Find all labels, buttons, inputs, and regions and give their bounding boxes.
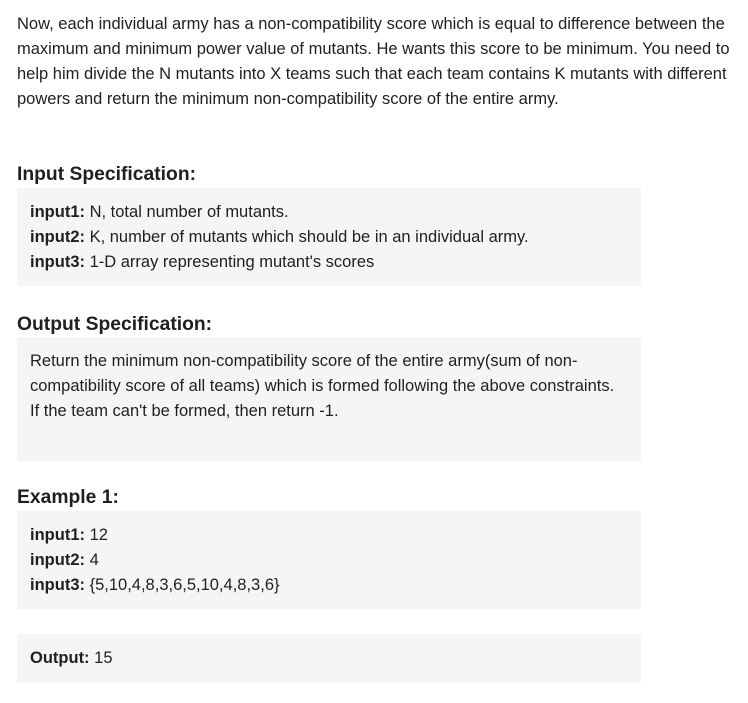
input-spec-item [30, 225, 628, 250]
input-spec-item [30, 250, 628, 275]
example-output [30, 646, 628, 671]
input-spec-item [30, 200, 628, 225]
example-input-item [30, 573, 628, 598]
example-input-label: input3: [30, 576, 85, 594]
example-input-label: input2: [30, 551, 85, 569]
output-spec-description: Return the minimum non-compatibility score of the entire army(sum of non-compatibility score of all teams) which is formed following the above constraints. [30, 352, 615, 395]
input-spec-label: input1: [30, 203, 85, 221]
input-spec-label: input3: [30, 253, 85, 271]
input-spec-label: input2: [30, 228, 85, 246]
example-output-value: 15 [89, 649, 113, 667]
problem-description: Now, each individual army has a non-compatibility score which is equal to difference between the maximum and minimum power value of mutants. He wants this score to be minimum. You need to help him divide the N mutants into X teams such that each team contains K mutants with different powers and return the minimum non-compatibility score of the entire army. [17, 15, 730, 108]
example-output-box [17, 634, 641, 683]
example-input-item [30, 523, 628, 548]
output-spec-box [17, 337, 641, 461]
example-heading: Example 1: [17, 487, 119, 508]
example-input-value: 4 [85, 551, 99, 569]
input-spec-heading: Input Specification: [17, 164, 197, 185]
example-input-label: input1: [30, 526, 85, 544]
example-input-box [17, 511, 641, 609]
example-input-item [30, 548, 628, 573]
input-spec-text: K, number of mutants which should be in an individual army. [85, 228, 529, 246]
example-input-value: 12 [85, 526, 108, 544]
example-output-label: Output: [30, 649, 90, 667]
output-spec-failure-note: If the team can't be formed, then return -1. [30, 402, 339, 420]
example-input-value: {5,10,4,8,3,6,5,10,4,8,3,6} [85, 576, 280, 594]
input-spec-text: N, total number of mutants. [85, 203, 289, 221]
input-spec-box [17, 188, 641, 286]
output-spec-heading: Output Specification: [17, 314, 213, 335]
input-spec-text: 1-D array representing mutant's scores [85, 253, 375, 271]
